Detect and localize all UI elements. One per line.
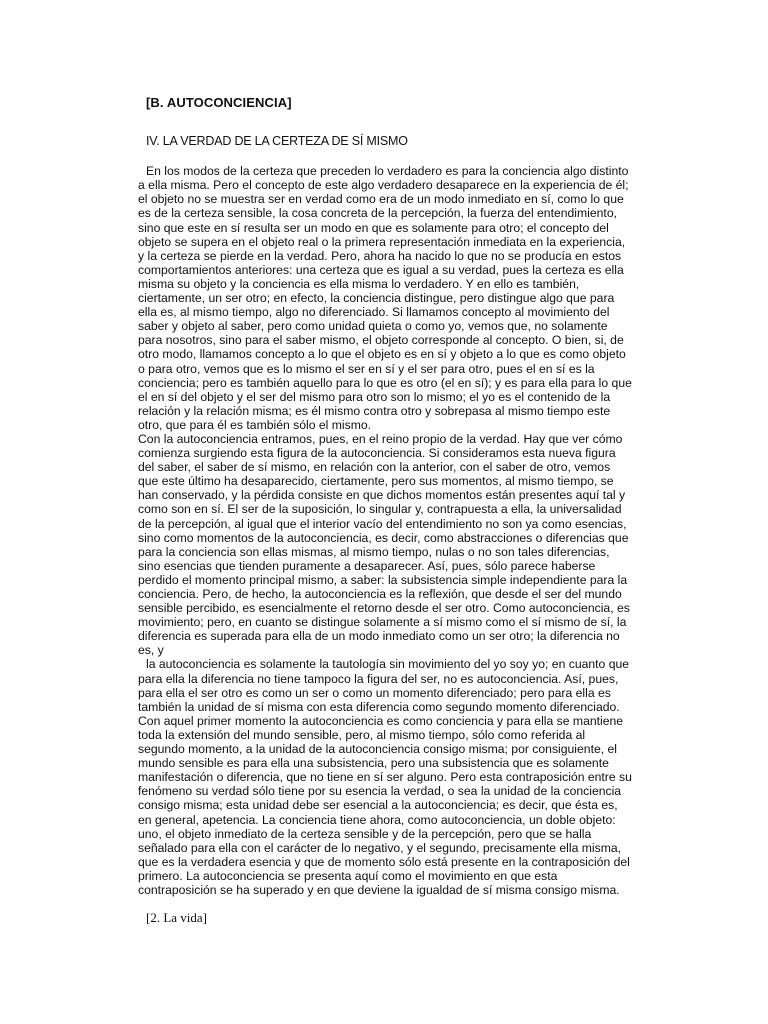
paragraph-3: la autoconciencia es solamente la tautología sin movimiento del yo soy yo; en cuanto que para ella la diferencia no tiene tampoco la figura del ser, no es autoconciencia. Así, pues, para ella el ser otro es como un ser o como un momento diferenciado; pero para ella es también la unidad de sí misma con esta diferencia como segundo momento diferenciado. Con aquel primer momento la autoconciencia es como conciencia y para ella se mantiene toda la extensión del mundo sensible, pero, al mismo tiempo, sólo como referida al segundo momento, a la unidad de la autoconciencia consigo misma; por consiguiente, el mundo sensible es para ella una subsistencia, pero una subsistencia que es solamente manifestación o diferencia, que no tiene en sí ser alguno. Pero esta contraposición entre su fenómeno su verdad sólo tiene por su esencia la verdad, o sea la unidad de la conciencia consigo misma; esta unidad debe ser esencial a la autoconciencia; es decir, que ésta es, en general, apetencia. La conciencia tiene ahora, como autoconciencia, un doble objeto: uno, el objeto inmediato de la certeza sensible y de la percepción, pero que se halla señalado para ella con el carácter de lo negativo, y el segundo, precisamente ella misma, que es la verdadera esencia y que de momento sólo está presente en la contraposición del primero. La autoconciencia se presenta aquí como el movimiento en que esta contraposición se ha superado y en que deviene la igualdad de sí misma consigo misma. bbox=[138, 657, 632, 897]
paragraph-2: Con la autoconciencia entramos, pues, en el reino propio de la verdad. Hay que ver cómo comienza surgiendo esta figura de la autoconciencia. Si consideramos esta nueva figura del saber, el saber de sí mismo, en relación con la anterior, con el saber de otro, vemos que este último ha desaparecido, ciertamente, pero sus momentos, al mismo tiempo, se han conservado, y la pérdida consiste en que dichos momentos están presentes aquí tal y como son en sí. El ser de la suposición, lo singular y, contrapuesta a ella, la universalidad de la percepción, al igual que el interior vacío del entendimiento no son ya como esencias, sino como momentos de la autoconciencia, es decir, como abstracciones o diferencias que para la conciencia son ellas mismas, al mismo tiempo, nulas o no son tales diferencias, sino esencias que tienden puramente a desaparecer. Así, pues, sólo parece haberse perdido el momento principal mismo, a saber: la subsistencia simple independiente para la conciencia. Pero, de hecho, la autoconciencia es la reflexión, que desde el ser del mundo sensible percibido, es esencialmente el retorno desde el ser otro. Como autoconciencia, es movimiento; pero, en cuanto se distingue solamente a sí mismo como el sí mismo de sí, la diferencia es superada para ella de un modo inmediato como un ser otro; la diferencia no es, y bbox=[138, 431, 630, 658]
next-section-heading: [2. La vida] bbox=[146, 910, 208, 926]
section-title: [B. AUTOCONCIENCIA] bbox=[146, 95, 292, 110]
document-page bbox=[138, 96, 632, 925]
chapter-title: IV. LA VERDAD DE LA CERTEZA DE SÍ MISMO bbox=[146, 134, 408, 149]
paragraph-1: En los modos de la certeza que preceden lo verdadero es para la conciencia algo distinto a ella misma. Pero el concepto de este algo verdadero desaparece en la experiencia de él; el objeto no se muestra ser en verdad como era de un modo inmediato en sí, como lo que es de la certeza sensible, la cosa concreta de la percepción, la fuerza del entendimiento, sino que este en sí resulta ser un modo en que es solamente para otro; el concepto del objeto se supera en el objeto real o la primera representación inmediata en la experiencia, y la certeza se pierde en la verdad. Pero, ahora ha nacido lo que no se producía en estos comportamientos anteriores: una certeza que es igual a su verdad, pues la certeza es ella misma su objeto y la conciencia es ella misma lo verdadero. Y en ello es también, ciertamente, un ser otro; en efecto, la conciencia distingue, pero distingue algo que para ella es, al mismo tiempo, algo no diferenciado. Si llamamos concepto al movimiento del saber y objeto al saber, pero como unidad quieta o como yo, vemos que, no solamente para nosotros, sino para el saber mismo, el objeto corresponde al concepto. O bien, si, de otro modo, llamamos concepto a lo que el objeto es en sí y objeto a lo que es como objeto o para otro, vemos que es lo mismo el ser en sí y el ser para otro, pues el en sí es la conciencia; pero es también aquello para lo que es otro (el en sí); y es para ella para lo que el en sí del objeto y el ser del mismo para otro son lo mismo; el yo es el contenido de la relación y la relación misma; es él mismo contra otro y sobrepasa al mismo tiempo este otro, que para él es también sólo el mismo. bbox=[138, 164, 632, 432]
